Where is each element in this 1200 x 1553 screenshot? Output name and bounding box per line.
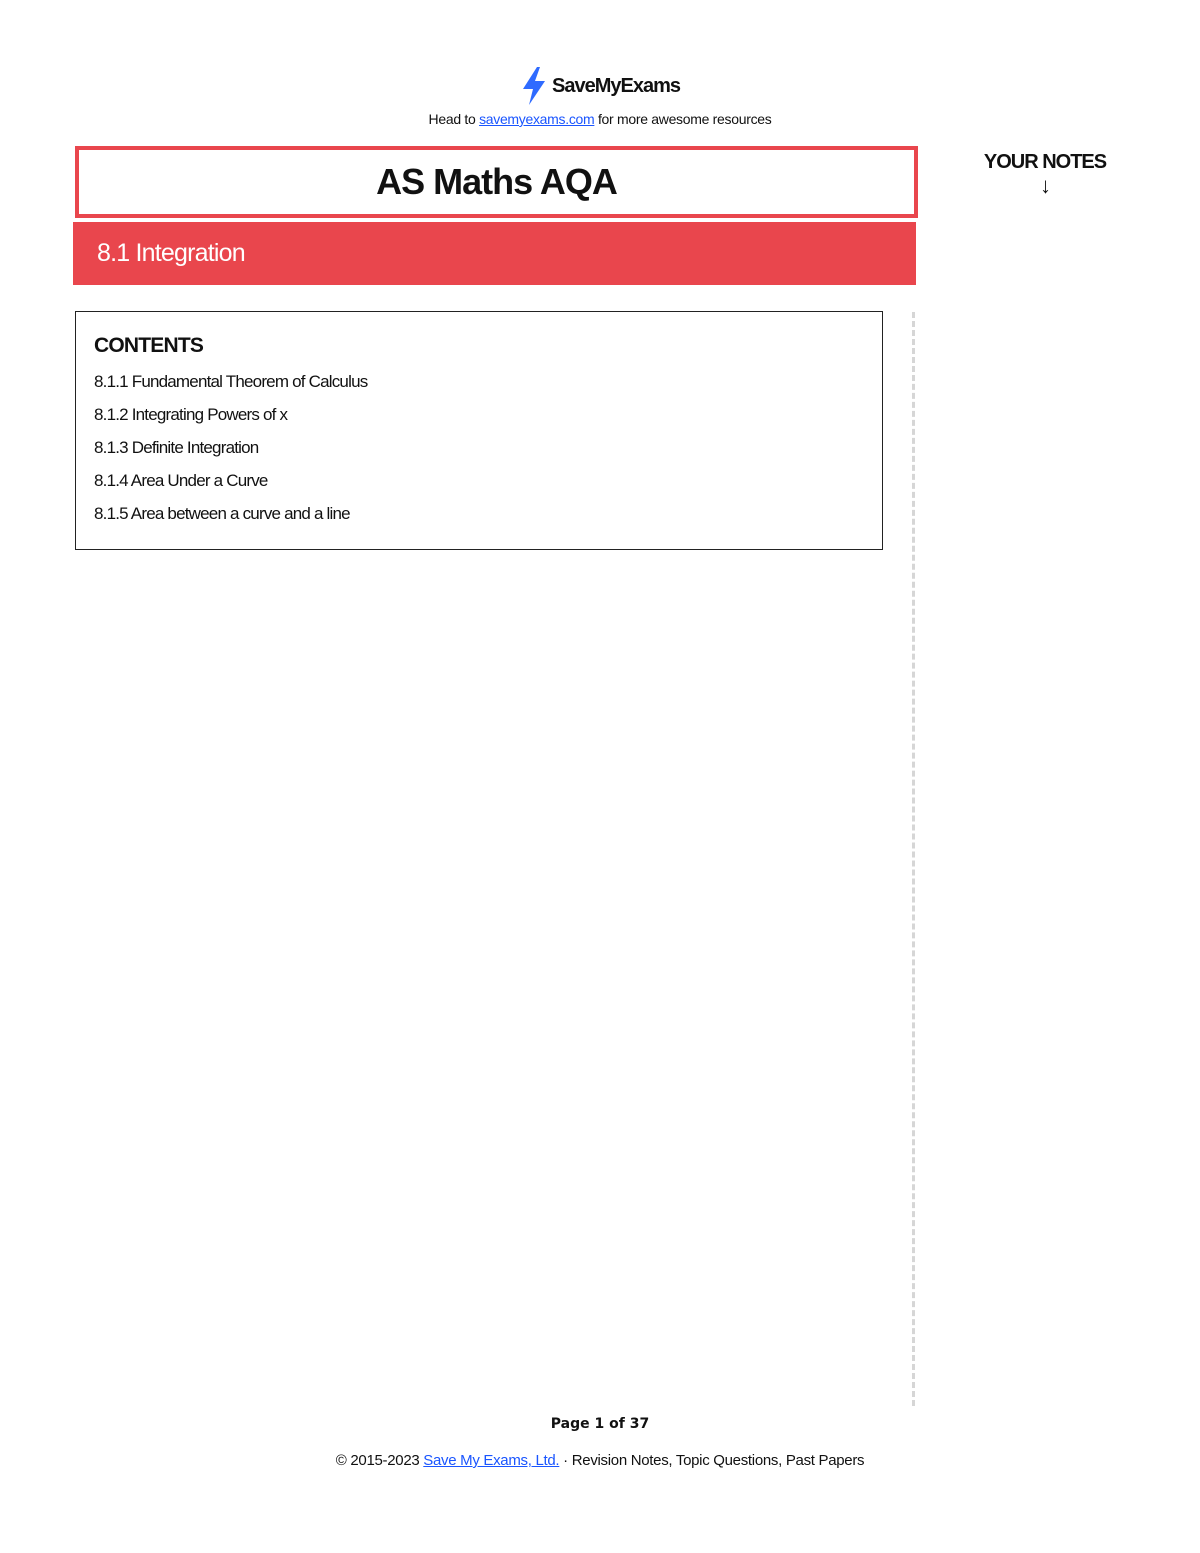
arrow-down-icon: ↓: [1040, 173, 1050, 198]
savemyexams-ltd-link[interactable]: Save My Exams, Ltd.: [423, 1452, 560, 1469]
section-title: 8.1 Integration: [97, 239, 245, 267]
tagline-suffix: for more awesome resources: [594, 111, 772, 127]
your-notes-label: [955, 150, 1135, 198]
document-title-box: [75, 146, 918, 218]
contents-item[interactable]: 8.1.4 Area Under a Curve: [94, 471, 268, 490]
contents-item[interactable]: 8.1.2 Integrating Powers of x: [94, 405, 288, 424]
notes-divider: [912, 312, 915, 1406]
footer-copyright: [0, 1452, 1200, 1469]
copyright-prefix: © 2015-2023: [335, 1452, 424, 1469]
contents-item[interactable]: 8.1.1 Fundamental Theorem of Calculus: [94, 372, 368, 391]
section-header: [73, 222, 916, 285]
document-title: AS Maths AQA: [376, 161, 617, 202]
contents-heading: CONTENTS: [94, 334, 204, 357]
tagline-prefix: Head to: [428, 111, 480, 127]
contents-item[interactable]: 8.1.3 Definite Integration: [94, 438, 259, 457]
site-logo[interactable]: [0, 66, 1200, 106]
page-number: Page 1 of 37: [550, 1416, 650, 1432]
contents-list: [94, 371, 367, 536]
savemyexams-link[interactable]: savemyexams.com: [479, 111, 595, 127]
your-notes-text: YOUR NOTES: [983, 151, 1107, 173]
contents-box: [75, 311, 883, 550]
lightning-bolt-icon: [520, 66, 548, 106]
logo-text: SaveMyExams: [552, 74, 680, 97]
copyright-suffix: · Revision Notes, Topic Questions, Past Papers: [559, 1452, 865, 1469]
tagline: [0, 111, 1200, 127]
contents-item[interactable]: 8.1.5 Area between a curve and a line: [94, 504, 350, 523]
